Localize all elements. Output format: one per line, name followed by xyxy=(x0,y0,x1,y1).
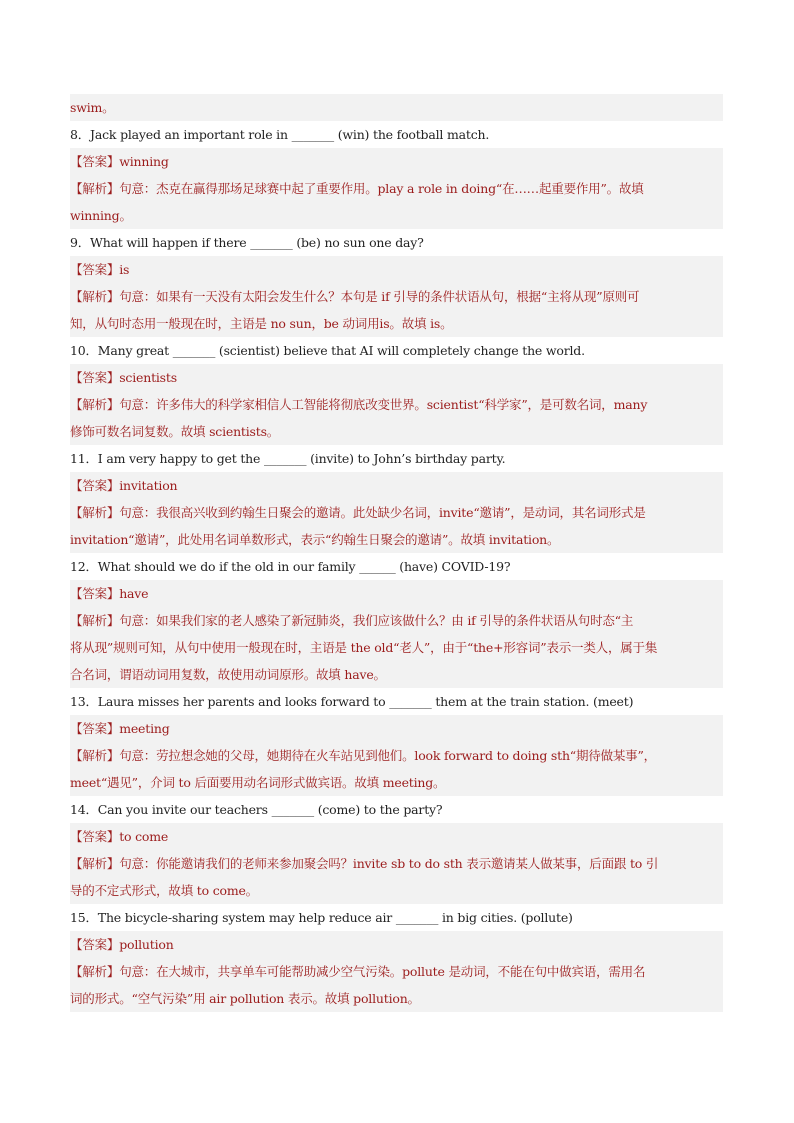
answer-text: meeting xyxy=(119,721,170,736)
answer-tag: 【答案】 xyxy=(70,478,120,493)
analysis-line xyxy=(70,634,723,661)
analysis-line xyxy=(70,202,723,229)
question-item xyxy=(70,796,723,904)
analysis-text: 修饰可数名词复数。故填 scientists。 xyxy=(70,424,280,439)
analysis-text: 句意：你能邀请我们的老师来参加聚会吗？invite sb to do sth 表示邀请某人做某事，后面跟 to 引 xyxy=(119,856,659,871)
answer-tag: 【答案】 xyxy=(70,586,120,601)
answer-text: pollution xyxy=(119,937,174,952)
analysis-text: 句意：如果有一天没有太阳会发生什么？本句是 if 引导的条件状语从句，根据“主将从现”原则可 xyxy=(119,289,640,304)
analysis-line xyxy=(70,283,723,310)
analysis-text: 句意：杰克在赢得那场足球赛中起了重要作用。play a role in doing“在……起重要作用”。故填 xyxy=(119,181,644,196)
question-text: 15．The bicycle-sharing system may help reduce air _______ in big cities. (pollute) xyxy=(70,904,723,931)
question-text: 12．What should we do if the old in our family ______ (have) COVID-19? xyxy=(70,553,723,580)
analysis-tag: 【解析】 xyxy=(70,289,120,304)
analysis-line xyxy=(70,661,723,688)
analysis-line xyxy=(70,958,723,985)
analysis-line xyxy=(70,985,723,1012)
analysis-line xyxy=(70,877,723,904)
question-text: 13．Laura misses her parents and looks forward to _______ them at the train station. (meet) xyxy=(70,688,723,715)
analysis-line xyxy=(70,418,723,445)
question-item xyxy=(70,121,723,229)
answer-line xyxy=(70,931,723,958)
analysis-continuation xyxy=(70,94,723,121)
analysis-tag: 【解析】 xyxy=(70,181,120,196)
answer-text: winning xyxy=(119,154,169,169)
analysis-text: 将从现”规则可知，从句中使用一般现在时，主语是 the old“老人”，由于“the+形容词”表示一类人，属于集 xyxy=(70,640,658,655)
answer-line xyxy=(70,364,723,391)
analysis-text: swim。 xyxy=(70,100,115,115)
answer-text: to come xyxy=(119,829,169,844)
analysis-text: winning。 xyxy=(70,208,132,223)
answer-text: invitation xyxy=(119,478,178,493)
analysis-tag: 【解析】 xyxy=(70,856,120,871)
analysis-line xyxy=(70,310,723,337)
analysis-text: 句意：在大城市，共享单车可能帮助减少空气污染。pollute 是动词，不能在句中做宾语，需用名 xyxy=(119,964,646,979)
question-text: 14．Can you invite our teachers _______ (come) to the party? xyxy=(70,796,723,823)
analysis-text: 词的形式。“空气污染”用 air pollution 表示。故填 pollution。 xyxy=(70,991,420,1006)
analysis-line xyxy=(70,607,723,634)
analysis-text: 句意：劳拉想念她的父母，她期待在火车站见到他们。look forward to doing sth“期待做某事”， xyxy=(119,748,656,763)
answer-line xyxy=(70,472,723,499)
question-item xyxy=(70,445,723,553)
analysis-text: meet“遇见”，介词 to 后面要用动名词形式做宾语。故填 meeting。 xyxy=(70,775,446,790)
question-item xyxy=(70,337,723,445)
answer-text: is xyxy=(119,262,130,277)
answer-line xyxy=(70,715,723,742)
answer-tag: 【答案】 xyxy=(70,829,120,844)
analysis-tag: 【解析】 xyxy=(70,613,120,628)
question-item xyxy=(70,688,723,796)
analysis-line xyxy=(70,769,723,796)
analysis-text: invitation“邀请”，此处用名词单数形式，表示“约翰生日聚会的邀请”。故填 invitation。 xyxy=(70,532,560,547)
answer-tag: 【答案】 xyxy=(70,370,120,385)
analysis-text: 句意：我很高兴收到约翰生日聚会的邀请。此处缺少名词，invite“邀请”，是动词，其名词形式是 xyxy=(119,505,646,520)
analysis-line xyxy=(70,526,723,553)
question-text: 8．Jack played an important role in _______ (win) the football match. xyxy=(70,121,723,148)
analysis-line xyxy=(70,499,723,526)
analysis-text: 知，从句时态用一般现在时，主语是 no sun，be 动词用is。故填 is。 xyxy=(70,316,453,331)
question-text: 9．What will happen if there _______ (be) no sun one day? xyxy=(70,229,723,256)
analysis-line xyxy=(70,175,723,202)
analysis-text: 句意：如果我们家的老人感染了新冠肺炎，我们应该做什么？由 if 引导的条件状语从句时态“主 xyxy=(119,613,634,628)
document-page xyxy=(70,94,723,1012)
answer-line xyxy=(70,580,723,607)
question-item xyxy=(70,553,723,688)
answer-line xyxy=(70,823,723,850)
answer-line xyxy=(70,256,723,283)
analysis-tag: 【解析】 xyxy=(70,397,120,412)
answer-tag: 【答案】 xyxy=(70,937,120,952)
answer-tag: 【答案】 xyxy=(70,262,120,277)
answer-tag: 【答案】 xyxy=(70,154,120,169)
answer-text: have xyxy=(119,586,149,601)
analysis-tag: 【解析】 xyxy=(70,748,120,763)
question-text: 11．I am very happy to get the _______ (invite) to John’s birthday party. xyxy=(70,445,723,472)
question-text: 10．Many great _______ (scientist) believe that AI will completely change the world. xyxy=(70,337,723,364)
question-item xyxy=(70,229,723,337)
analysis-tag: 【解析】 xyxy=(70,505,120,520)
analysis-line xyxy=(70,850,723,877)
analysis-tag: 【解析】 xyxy=(70,964,120,979)
analysis-text: 句意：许多伟大的科学家相信人工智能将彻底改变世界。scientist“科学家”，是可数名词，many xyxy=(119,397,648,412)
answer-text: scientists xyxy=(119,370,177,385)
answer-line xyxy=(70,148,723,175)
analysis-line xyxy=(70,742,723,769)
analysis-text: 导的不定式形式，故填 to come。 xyxy=(70,883,258,898)
answer-tag: 【答案】 xyxy=(70,721,120,736)
analysis-line xyxy=(70,391,723,418)
analysis-text: 合名词，谓语动词用复数，故使用动词原形。故填 have。 xyxy=(70,667,386,682)
question-item xyxy=(70,904,723,1012)
